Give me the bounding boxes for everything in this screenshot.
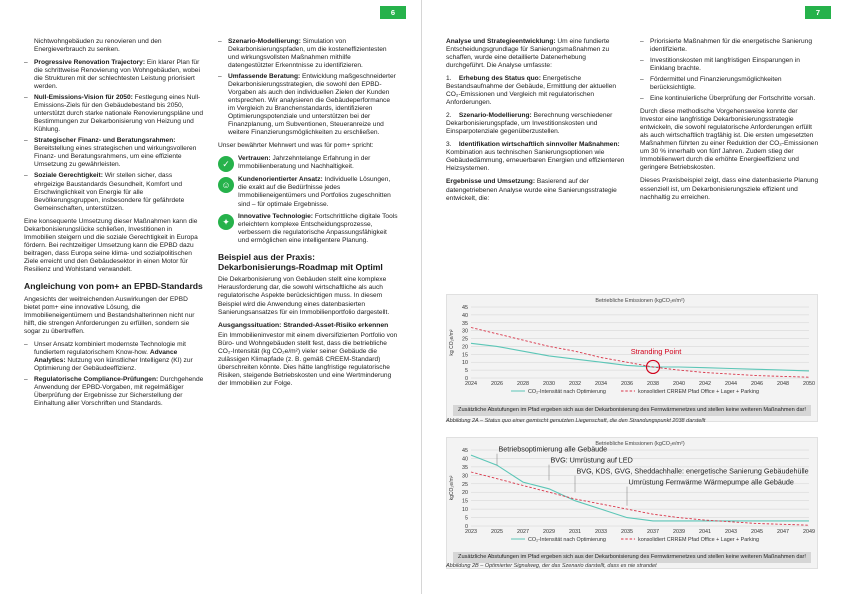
y-tick-label: 45 — [462, 305, 468, 311]
paragraph: Analyse und Strategieentwicklung: Um eine fundierte Entscheidungsgrundlage für Sanierungsmaßnahmen zu schaffen, wurde eine detaillierte Datenerhebung durchgeführt. Die Analyse umfasste: — [446, 38, 610, 70]
x-tick-label: 2040 — [673, 381, 685, 387]
list-item: – Null-Emissions-Vision für 2050: Festlegung eines Null-Emissions-Ziels für den Gebäudebestand bis 2050, unterstützt durch starke nationale Renovierungspläne und Bestimmungen zur Dekarbonisierung von Heizung und Kühlung. — [24, 94, 204, 134]
list-item: – Strategischer Finanz- und Beratungsrahmen: Bereitstellung eines strategischen und wirkungsvolleren Finanz- und Beratungsrahmens, um eine effiziente Umsetzung zu gewährleisten. — [24, 137, 204, 169]
x-tick-label: 2045 — [751, 529, 763, 535]
x-tick-label: 2033 — [595, 529, 607, 535]
list-item: – Szenario-Modellierung: Simulation von Dekarbonisierungspfaden, um die kosteneffizientesten und wirkungsvollsten Maßnahmen mithilfe datengestützter Erkenntnisse zu identifizieren. — [218, 38, 398, 70]
y-tick-label: 25 — [462, 336, 468, 343]
analysis-steps — [446, 75, 626, 173]
legend-entry: konsolidiert CRREM Pfad Office + Lager + Parking — [638, 537, 759, 543]
x-tick-label: 2032 — [569, 381, 581, 387]
y-tick-label: 25 — [462, 481, 468, 488]
y-axis-label: kg CO₂e/m² — [449, 329, 455, 356]
paragraph: Dieses Praxisbeispiel zeigt, dass eine datenbasierte Planung essenziell ist, um Dekarbonisierungsziele effizient und nachhaltig zu erreichen. — [640, 177, 819, 201]
measure-annotation: Umrüstung Fernwärme Wärmepumpe alle Gebäude — [628, 477, 794, 487]
y-tick-label: 0 — [465, 524, 468, 530]
legend-entry: CO₂-Intensität nach Optimierung — [528, 389, 606, 395]
y-tick-label: 20 — [462, 344, 468, 351]
page-number-7: 7 — [805, 6, 831, 19]
list-item: 1. Erhebung des Status quo: Energetische Bestandsaufnahme der Gebäude, Ermittlung der aktuellen CO₂-Emissionen und Vergleich mit regulatorischen Anforderungen. — [446, 75, 617, 107]
stranding-point-label: Stranding Point — [630, 346, 682, 356]
y-tick-label: 5 — [465, 515, 468, 522]
x-tick-label: 2034 — [595, 381, 607, 387]
chart-2a-caption: Abbildung 2A – Status quo einer gemischt genutzten Liegenschaft, die den Strandungspunkt 2038 darstellt — [446, 418, 706, 424]
y-tick-label: 45 — [462, 448, 468, 454]
list-item: – Regulatorische Compliance-Prüfungen: Durchgehende Anwendung der EPBD-Vorgaben, mit regelmäßiger Überprüfung der Ergebnisse zur Sicherstellung der Einhaltung aller Vorschriften und Standards. — [24, 376, 204, 408]
x-tick-label: 2048 — [777, 381, 789, 387]
x-tick-label: 2025 — [491, 529, 503, 535]
x-tick-label: 2044 — [725, 381, 737, 387]
x-tick-label: 2046 — [751, 381, 763, 387]
list-item: – Umfassende Beratung: Entwicklung maßgeschneiderter Dekarbonisierungsstrategien, die sowohl den EPBD-Vorgaben als auch den individuellen Zielen der Kunden entsprechen. Wir analysieren die Gebäudeperformance im Vergleich zu Branchenstandards, identifizieren Optimierungspotenziale und unterstützen bei der Finanzplanung, um Subventionen, Steueranreize und weitere Finanzierungsmöglichkeiten zu erschließen. — [218, 73, 398, 137]
list-item: – Priorisierte Maßnahmen für die energetische Sanierung identifizierte. — [640, 38, 820, 54]
feature-technology: ✦ Innovative Technologie: Fortschrittliche digitale Tools erleichtern komplexe Entscheidungsprozesse, verbessern die regulatorische Anpassungsfähigkeit und ermöglichen eine intelligentere Planung. — [218, 213, 398, 245]
x-tick-label: 2031 — [569, 529, 581, 535]
x-tick-label: 2030 — [543, 381, 555, 387]
value-intro: Unser bewährter Mehrwert und was für pom+ spricht: — [218, 142, 374, 150]
page-6-column-1 — [24, 38, 204, 413]
list-item: – Soziale Gerechtigkeit: Wir stellen sicher, dass ehrgeizige Baustandards Gesundheit, Komfort und Erschwinglichkeit von Energie für alle Bevölkerungsgruppen, insbesondere für gefährdete Gemeinschaften, unterstützen. — [24, 172, 204, 212]
approach-list — [24, 341, 204, 408]
chart-2a — [446, 294, 818, 422]
y-tick-label: 40 — [462, 312, 468, 319]
list-item: – Fördermittel und Finanzierungsmöglichkeiten berücksichtigte. — [640, 76, 820, 92]
feature-trust: ✓ Vertrauen: Jahrzehntelange Erfahrung in der Immobilienberatung und Nachhaltigkeit. — [218, 155, 398, 172]
legend-entry: CO₂-Intensität nach Optimierung — [528, 537, 606, 543]
y-axis-label: kgCO₂e/m² — [449, 475, 455, 501]
x-tick-label: 2035 — [621, 529, 633, 535]
x-tick-label: 2036 — [621, 381, 633, 387]
x-tick-label: 2049 — [803, 529, 815, 535]
y-tick-label: 15 — [462, 352, 468, 359]
list-item: – Investitionskosten mit langfristigen Einsparungen in Einklang brachte. — [640, 57, 820, 73]
chart-2b — [446, 437, 818, 569]
strategy-list — [640, 38, 820, 103]
y-tick-label: 40 — [462, 456, 468, 463]
measure-annotation: BVG, KDS, GVG, Sheddachhalle: energetische Sanierung Gebäudehülle — [576, 466, 809, 476]
list-item: – Progressive Renovation Trajectory: Ein klarer Plan für die schrittweise Renovierung von Wohngebäuden, wobei die Strukturen mit der schlechtesten Leistung priorisiert werden. — [24, 59, 204, 91]
paragraph: Ergebnisse und Umsetzung: Basierend auf der datengetriebenen Analyse wurde eine Sanierungsstrategie entwickelt, die: — [446, 178, 617, 202]
page-7-column-2 — [640, 38, 820, 207]
y-tick-label: 30 — [462, 473, 468, 480]
list-item: – Unser Ansatz kombiniert modernste Technologie mit fundiertem regulatorischem Know-how. Advance Analytics: Nutzung von künstlicher Intelligenz (KI) zur Optimierung der Gebäudeeffizienz. — [24, 341, 204, 373]
x-tick-label: 2023 — [465, 529, 477, 535]
x-tick-label: 2026 — [491, 381, 503, 387]
list-item: 3. Identifikation wirtschaftlich sinnvoller Maßnahmen: Kombination aus technischen Sanierungsoptionen wie Gebäudedämmung, erneuerbaren Energien und effizienteren Heizsystemen. — [446, 141, 625, 173]
epbd-measures-list — [24, 59, 204, 213]
legend-entry: konsolidiert CRREM Pfad Office + Lager + Parking — [638, 389, 759, 395]
page-number-6: 6 — [380, 6, 406, 19]
technology-icon: ✦ — [218, 214, 234, 230]
y-tick-label: 10 — [462, 360, 468, 367]
x-tick-label: 2042 — [699, 381, 711, 387]
chart-2b-note: Zusätzliche Abstufungen im Pfad ergeben sich aus der Dekarbonisierung des Fernwärmenetzes und stellen keine weiteren Maßnahmen dar! — [453, 552, 811, 563]
paragraph: Angesichts der weitreichenden Auswirkungen der EPBD bietet pom+ eine innovative Lösung, die Immobilieneigentümern und Bestandshalterinnen nicht nur hilft, die strengen Anforderungen zu erfüllen, sondern sie sogar zu übertreffen. — [24, 295, 195, 335]
feature-customer: ☺ Kundenorientierter Ansatz: Individuelle Lösungen, die exakt auf die Bedürfnisse jedes Immobilieneigentümers und Portfolios zugeschnitten sind – für optimale Ergebnisse. — [218, 176, 398, 208]
x-tick-label: 2028 — [517, 381, 529, 387]
chart-title: Betriebliche Emissionen (kgCO₂e/m²) — [595, 441, 685, 447]
x-tick-label: 2024 — [465, 381, 477, 387]
x-tick-label: 2050 — [803, 381, 815, 387]
paragraph: Durch diese methodische Vorgehensweise konnte der Investor eine langfristige Dekarbonisierungsstrategie entwickeln, die sowohl regulatorische Anforderungen erfüllt als auch wirtschaftlich tragfähig ist. Die ersten umgesetzten Maßnahmen führten zu einer Reduktion der CO₂-Emissionen um 30 % innerhalb von fünf Jahren. Zudem stieg der Immobilienwert durch die erhöhte Energieeffizienz und geringere Betriebskosten. — [640, 108, 819, 172]
y-tick-label: 15 — [462, 498, 468, 505]
x-tick-label: 2037 — [647, 529, 659, 535]
list-item: – Eine kontinuierliche Überprüfung der Fortschritte vorsah. — [640, 95, 820, 103]
chart-title: Betriebliche Emissionen (kgCO₂e/m²) — [595, 298, 685, 304]
y-tick-label: 35 — [462, 320, 468, 327]
section-heading: Beispiel aus der Praxis: Dekarbonisierungs-Roadmap mit OptimI — [218, 251, 383, 272]
section-heading: Angleichung von pom+ an EPBD-Standards — [24, 280, 203, 291]
chart-2b-svg — [447, 438, 817, 552]
y-tick-label: 5 — [465, 368, 468, 375]
chart-2a-svg — [447, 295, 817, 405]
x-tick-label: 2047 — [777, 529, 789, 535]
y-tick-label: 30 — [462, 328, 468, 335]
y-tick-label: 20 — [462, 490, 468, 497]
page-6-column-2 — [218, 38, 398, 393]
services-list — [218, 38, 398, 137]
x-tick-label: 2043 — [725, 529, 737, 535]
intro-text: Nichtwohngebäuden zu renovieren und den Energieverbrauch zu senken. — [34, 38, 162, 54]
page-7-column-1 — [446, 38, 626, 208]
paragraph: Ein Immobilieninvestor mit einem diversifizierten Portfolio von Büro- und Wohngebäuden stellt fest, dass die betriebliche CO₂-Intensität (kg CO₂e/m²) vieler seiner Gebäude die zulässigen Klimapfade (z. B. gemäß CREEM-Standard) überschreiten könnte. Dies hätte langfristige regulatorische Risiken, steigende Betriebskosten und eine Wertminderung der Immobilien zur Folge. — [218, 331, 398, 388]
chart-2a-note: Zusätzliche Abstufungen im Pfad ergeben sich aus der Dekarbonisierung des Fernwärmenetzes und stellen keine weiteren Maßnahmen dar! — [453, 405, 811, 416]
measure-annotation: Betriebsoptimierung alle Gebäude — [498, 444, 608, 454]
x-tick-label: 2029 — [543, 529, 555, 535]
paragraph: Die Dekarbonisierung von Gebäuden stellt eine komplexe Herausforderung dar, die sowohl wirtschaftliche als auch regulatorische Aspekte berücksichtigen muss. In diesem Beispiel wird die Anwendung eines datenbasierten Sanierungsansatzes für ein Immobilienportfolio dargestellt. — [218, 276, 390, 316]
y-tick-label: 0 — [465, 376, 468, 382]
chart-2b-caption: Abbildung 2B – Optimierter Signalweg, der das Szenario darstellt, dass es nie strandet — [446, 563, 657, 569]
sub-heading: Ausgangssituation: Stranded-Asset-Risiko erkennen — [218, 321, 389, 329]
x-tick-label: 2041 — [699, 529, 711, 535]
x-tick-label: 2039 — [673, 529, 685, 535]
y-tick-label: 35 — [462, 464, 468, 471]
list-item: 2. Szenario-Modellierung: Berechnung verschiedener Dekarbonisierungspfade, um Investitionskosten und Einsparpotenziale gegenüberzustellen. — [446, 112, 613, 136]
measure-annotation: BVG: Umrüstung auf LED — [550, 455, 633, 465]
series-line-1 — [471, 455, 809, 521]
handshake-icon: ✓ — [218, 156, 234, 172]
paragraph: Eine konsequente Umsetzung dieser Maßnahmen kann die Dekarbonisierungslücke schließen, Investitionen in Immobilien steigern und die soziale Gerechtigkeit in Europa fördern. Bei rechtzeitiger Umsetzung kann die EPBD dazu beitragen, dass Europa seine klima- und sozialpolitischen Ziele erreicht und den Gebäudesektor in einen Motor für Resilienz und Wohlstand verwandelt. — [24, 217, 198, 273]
customer-icon: ☺ — [218, 177, 234, 193]
y-tick-label: 10 — [462, 507, 468, 514]
page-6 — [0, 0, 421, 594]
x-tick-label: 2027 — [517, 529, 529, 535]
x-tick-label: 2038 — [647, 381, 659, 387]
